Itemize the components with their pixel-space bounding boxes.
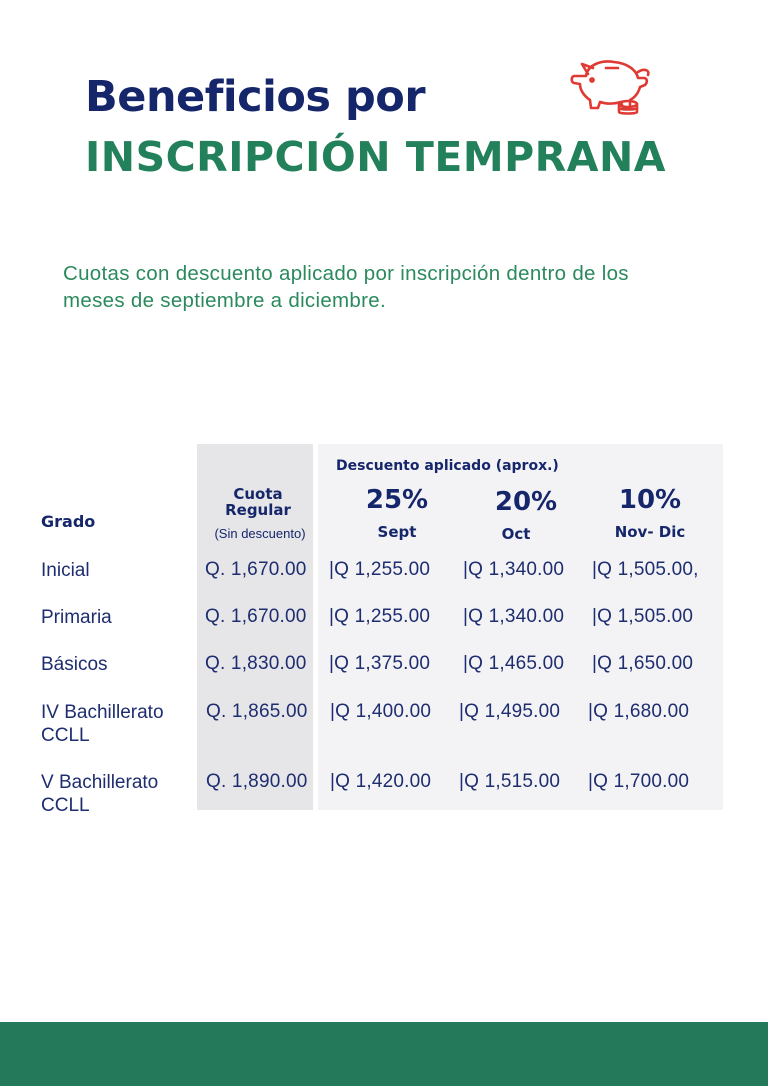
table-cell-25: |Q 1,400.00 bbox=[330, 701, 432, 722]
table-cell-10: |Q 1,505.00 bbox=[592, 606, 694, 627]
discount-percent-20: 20% bbox=[494, 487, 558, 517]
table-cell-25: |Q 1,420.00 bbox=[330, 771, 432, 792]
table-cell-20: |Q 1,340.00 bbox=[463, 559, 565, 580]
column-header-grado: Grado bbox=[41, 512, 96, 531]
table-cell-regular: Q. 1,865.00 bbox=[206, 701, 308, 722]
table-cell-regular: Q. 1,670.00 bbox=[205, 606, 307, 627]
table-row-grado: Inicial bbox=[41, 560, 90, 581]
table-row-grado: V Bachillerato CCLL bbox=[41, 772, 159, 816]
table-row-grado: IV Bachillerato CCLL bbox=[41, 702, 164, 746]
column-header-regular: Cuota Regular bbox=[225, 485, 291, 519]
discount-percent-10: 10% bbox=[618, 485, 682, 515]
discount-period-sept: Sept bbox=[377, 523, 417, 541]
title-line-1: Beneficios por bbox=[85, 72, 426, 122]
table-row-grado: Primaria bbox=[41, 607, 112, 628]
discount-percent-25: 25% bbox=[365, 485, 429, 515]
table-cell-20: |Q 1,495.00 bbox=[459, 701, 561, 722]
table-cell-10: |Q 1,700.00 bbox=[588, 771, 690, 792]
discount-period-nov-dic: Nov- Dic bbox=[614, 523, 686, 541]
table-cell-10: |Q 1,505.00, bbox=[592, 559, 699, 580]
table-cell-regular: Q. 1,890.00 bbox=[206, 771, 308, 792]
table-cell-regular: Q. 1,830.00 bbox=[205, 653, 307, 674]
footer-bar bbox=[0, 1022, 768, 1086]
title-line-2: INSCRIPCIÓN TEMPRANA bbox=[85, 133, 667, 181]
discount-header: Descuento aplicado (aprox.) bbox=[336, 458, 559, 474]
subtitle: Cuotas con descuento aplicado por inscripción dentro de los meses de septiembre a diciembre. bbox=[63, 262, 629, 312]
table-cell-20: |Q 1,340.00 bbox=[463, 606, 565, 627]
column-header-regular-note: (Sin descuento) bbox=[214, 526, 306, 541]
table-cell-10: |Q 1,650.00 bbox=[592, 653, 694, 674]
table-cell-25: |Q 1,375.00 bbox=[329, 653, 431, 674]
table-cell-25: |Q 1,255.00 bbox=[329, 559, 431, 580]
table-cell-10: |Q 1,680.00 bbox=[588, 701, 690, 722]
table-row-grado: Básicos bbox=[41, 654, 108, 675]
piggy-bank-icon bbox=[568, 54, 658, 118]
discount-period-oct: Oct bbox=[501, 525, 531, 543]
table-cell-regular: Q. 1,670.00 bbox=[205, 559, 307, 580]
table-cell-20: |Q 1,515.00 bbox=[459, 771, 561, 792]
table-cell-25: |Q 1,255.00 bbox=[329, 606, 431, 627]
table-cell-20: |Q 1,465.00 bbox=[463, 653, 565, 674]
